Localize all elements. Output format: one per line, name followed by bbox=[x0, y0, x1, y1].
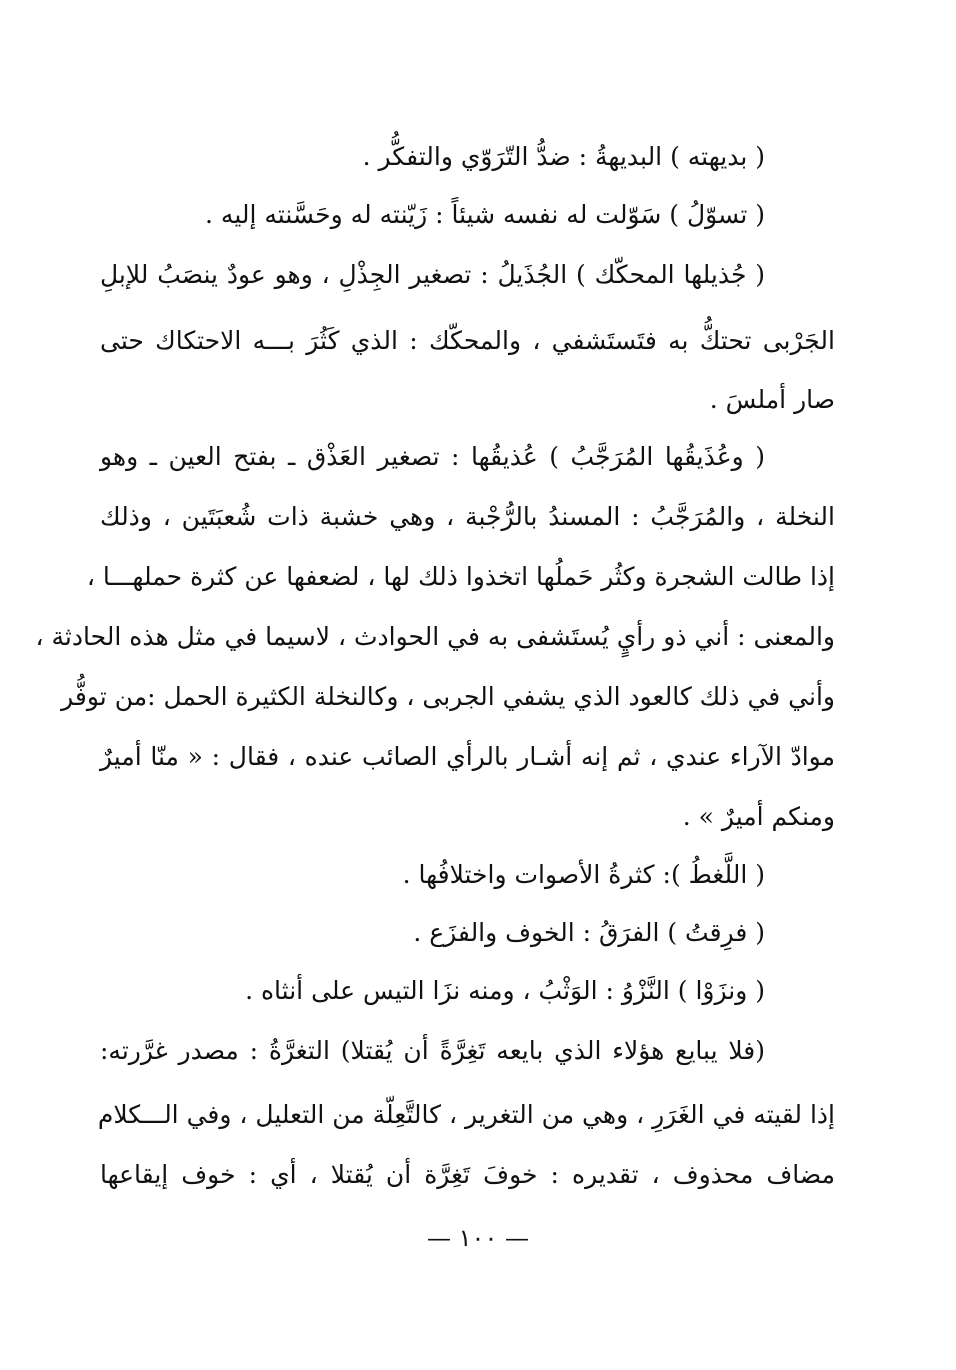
text-line: إذا لقيته في الغَرَرِ ، وهي من التغرير ، كالتَّعِلّة من التعليل ، وفي الـــكلام bbox=[97, 1100, 835, 1129]
text-line: ( وعُذَيقُها المُرَجَّبُ ) عُذيقُها : تصغير العَذْق ـ بفتح العين ـ وهو bbox=[100, 442, 765, 471]
text-line: ( اللَّغطُ ): كثرةُ الأصوات واختلافُها . bbox=[402, 860, 765, 889]
text-line: موادّ الآراء عندي ، ثم إنه أشـار بالرأي الصائب عنده ، فقال : « منّا أميرٌ bbox=[100, 742, 835, 771]
text-line: صار أملسَ . bbox=[709, 385, 835, 414]
text-line: ( جُذيلها المحكّك ) الجُذَيلُ : تصغير الجِذْلِ ، وهو عودٌ ينصَبُ للإبلِ bbox=[100, 260, 765, 289]
text-line: ومنكم أميرٌ » . bbox=[682, 802, 835, 831]
text-line: النخلة ، والمُرَجَّبُ : المسندُ بالرُّجْبة ، وهي خشبة ذات شُعبَتَين ، وذلك bbox=[100, 502, 835, 531]
text-line: والمعنى : أني ذو رأيٍ يُستَشفى به في الحوادث ، لاسيما في مثل هذه الحادثة ، bbox=[35, 622, 835, 651]
text-line: ( تسوّلُ ) سَوّلت له نفسه شيئاً : زَيّنته له وحَسَّنته إليه . bbox=[205, 200, 765, 229]
text-line: وأني في ذلك كالعود الذي يشفي الجربى ، وكالنخلة الكثيرة الحمل :من توفُّر bbox=[61, 682, 835, 711]
text-line: ( بديهته ) البديهةُ : ضدُّ التّرَوّي والتفكُّر . bbox=[362, 142, 765, 171]
text-line: ( فرِقتُ ) الفرَقُ : الخوف والفزَع . bbox=[413, 918, 765, 947]
text-line: إذا طالت الشجرة وكثُر حَملُها اتخذوا ذلك لها ، لضعفها عن كثرة حملهـــا ، bbox=[86, 562, 835, 591]
text-line: الجَرْبى تحتكُّ به فتَستَشفي ، والمحكّك : الذي كَثُرَ بـــه الاحتكاك حتى bbox=[100, 326, 835, 355]
text-line: (فلا يبايع هؤلاء الذي بايعه تَغِرَّةً أن يُقتلا) التغرَّةُ : مصدر غرَّرته: bbox=[100, 1036, 765, 1065]
text-line: ( ونزَوْا ) النَّزْوُ : الوَثْبُ ، ومنه نزَا التيس على أنثاه . bbox=[245, 976, 765, 1005]
text-line: مضاف محذوف ، تقديره : خوفَ تَغِرَّة أن يُقتلا ، أي : خوف إيقاعها bbox=[100, 1160, 835, 1189]
page-number: — ١٠٠ — bbox=[427, 1224, 529, 1252]
